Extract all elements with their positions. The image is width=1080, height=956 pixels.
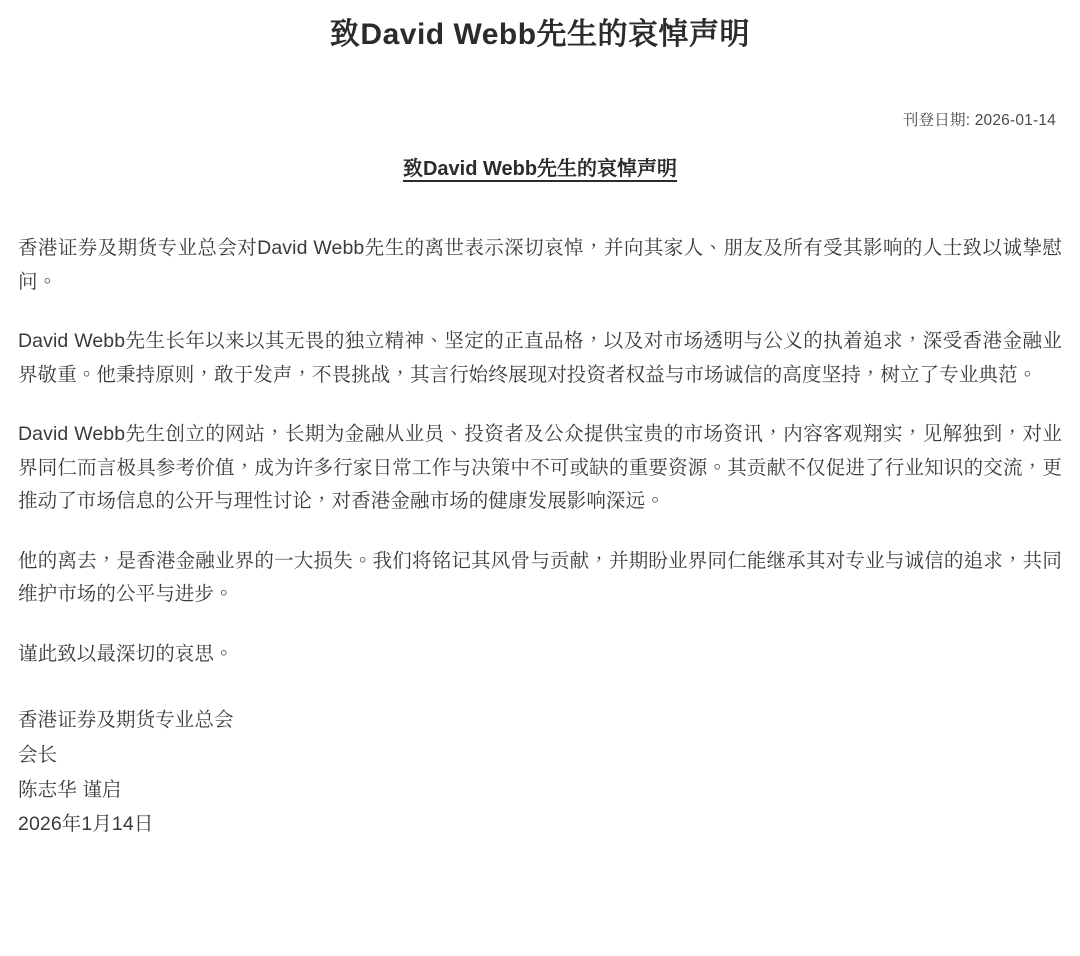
signature-role: 会长 — [18, 744, 58, 767]
document-subtitle: 致David Webb先生的哀悼声明 — [402, 158, 678, 180]
document-body — [18, 232, 1062, 671]
paragraph: 香港证券及期货专业总会对David Webb先生的离世表示深切哀悼，并向其家人、朋友及所有受其影响的人士致以诚挚慰问。 — [18, 237, 1062, 293]
publish-date-row — [18, 108, 1062, 130]
paragraph: 谨此致以最深切的哀思。 — [18, 642, 234, 665]
paragraph: David Webb先生长年以来以其无畏的独立精神、坚定的正直品格，以及对市场透明与公义的执着追求，深受香港金融业界敬重。他秉持原则，敢于发声，不畏挑战，其言行始终展现对投资者权益与市场诚信的高度坚持，树立了专业典范。 — [18, 330, 1062, 386]
document-page — [0, 14, 1080, 866]
subtitle-wrapper — [18, 154, 1062, 184]
page-title: 致David Webb先生的哀悼声明 — [329, 18, 751, 51]
paragraph: 他的离去，是香港金融业界的一大损失。我们将铭记其风骨与贡献，并期盼业界同仁能继承其对专业与诚信的追求，共同维护市场的公平与进步。 — [18, 549, 1062, 606]
signature-organization: 香港证券及期货专业总会 — [18, 709, 234, 732]
signature-name: 陈志华 谨启 — [18, 778, 122, 801]
signature-date: 2026年1月14日 — [18, 813, 154, 836]
publish-date: 刊登日期: 2026-01-14 — [902, 112, 1056, 129]
signature-block — [18, 703, 1062, 842]
paragraph: David Webb先生创立的网站，长期为金融从业员、投资者及公众提供宝贵的市场资讯，内容客观翔实，见解独到，对业界同仁而言极具参考价值，成为许多行家日常工作与决策中不可或缺的重要资源。其贡献不仅促进了行业知识的交流，更推动了市场信息的公开与理性讨论，对香港金融市场的健康发展影响深远。 — [18, 423, 1062, 513]
